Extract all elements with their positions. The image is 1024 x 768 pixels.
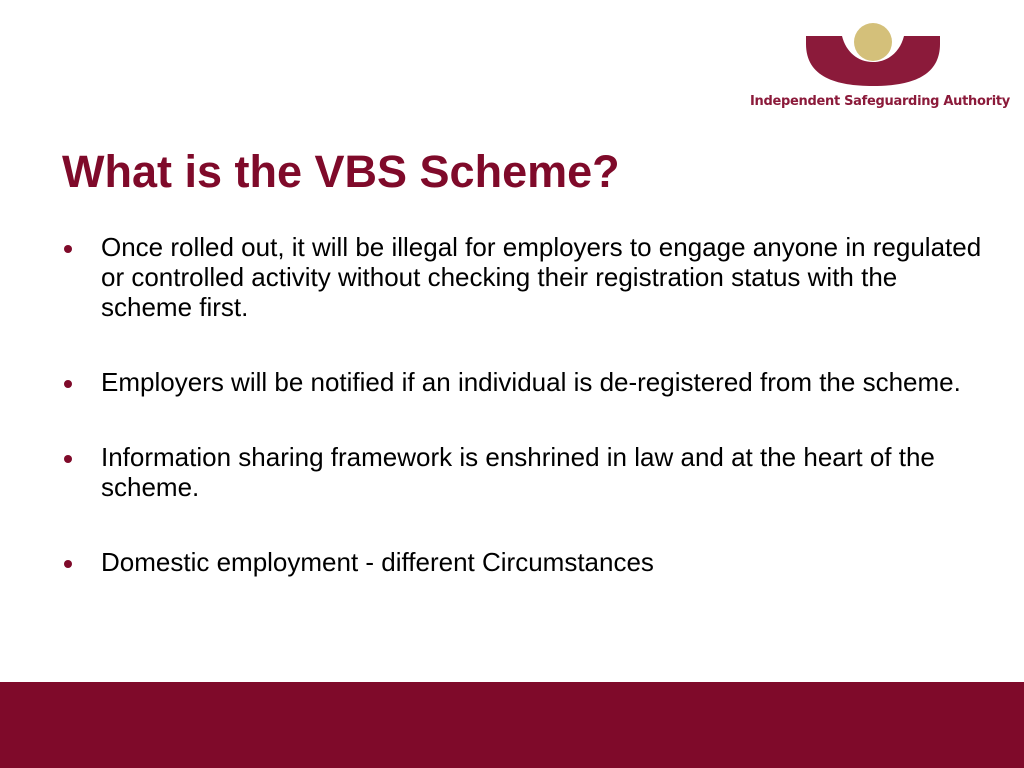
isa-logo-icon	[806, 22, 940, 100]
bullet-dot-icon	[64, 245, 72, 253]
isa-logo	[744, 18, 1010, 118]
bullet-dot-icon	[64, 455, 72, 463]
bullet-dot-icon	[64, 560, 72, 568]
bullet-item	[62, 442, 982, 502]
bullet-item	[62, 367, 982, 397]
bullet-text: Domestic employment - different Circumstances	[101, 547, 654, 577]
bullet-item	[62, 232, 982, 322]
bullet-text: Employers will be notified if an individual is de-registered from the scheme.	[101, 367, 961, 397]
bullet-list	[62, 232, 982, 622]
bullet-dot-icon	[64, 380, 72, 388]
logo-text: Independent Safeguarding Authority	[750, 94, 1010, 109]
bullet-item	[62, 547, 982, 577]
footer-band	[0, 682, 1024, 768]
bullet-text: Once rolled out, it will be illegal for employers to engage anyone in regulated or controlled activity without checking their registration status with the scheme first.	[101, 232, 982, 322]
slide-title: What is the VBS Scheme?	[62, 146, 620, 197]
bullet-text: Information sharing framework is enshrined in law and at the heart of the scheme.	[101, 442, 935, 502]
